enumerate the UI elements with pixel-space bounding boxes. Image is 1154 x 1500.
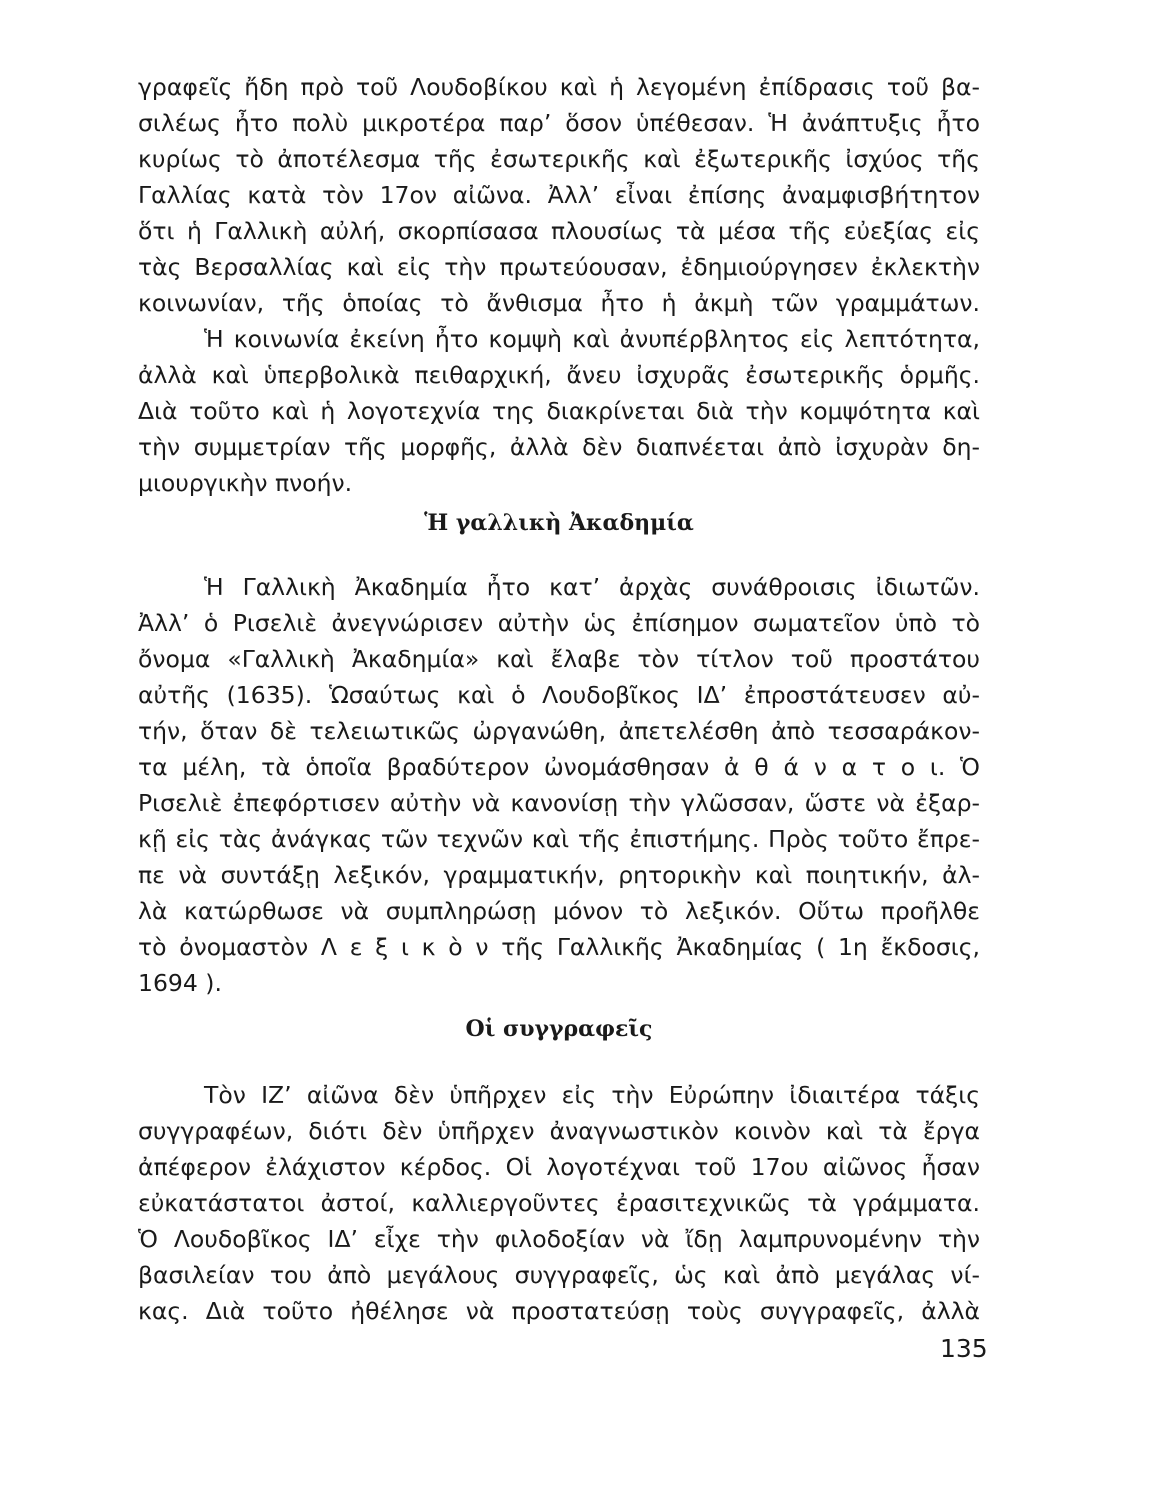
text-line: λὰ κατώρθωσε νὰ συμπληρώσῃ μόνον τὸ λεξικόν. Οὕτω προῆλθε (138, 897, 980, 925)
text-line: Ἡ Γαλλικὴ Ἀκαδημία ἦτο κατ’ ἀρχὰς συνάθροισις ἰδιωτῶν. (204, 573, 980, 601)
text-line: κῇ εἰς τὰς ἀνάγκας τῶν τεχνῶν καὶ τῆς ἐπιστήμης. Πρὸς τοῦτο ἔπρε- (138, 825, 980, 853)
text-line: 1694 ). (138, 969, 222, 997)
text-line: Ἀλλ’ ὁ Ρισελιὲ ἀνεγνώρισεν αὐτὴν ὡς ἐπίσημον σωματεῖον ὑπὸ τὸ (138, 609, 980, 637)
section-heading-academy: Ἡ γαλλικὴ Ἀκαδημία (424, 510, 694, 536)
text-line: βασιλείαν του ἀπὸ μεγάλους συγγραφεῖς, ὡς καὶ ἀπὸ μεγάλας νί- (138, 1261, 980, 1289)
text-line: ὅτι ἡ Γαλλικὴ αὐλή, σκορπίσασα πλουσίως τὰ μέσα τῆς εὐεξίας εἰς (138, 217, 980, 245)
text-line: τὸ ὀνομαστὸν Λ ε ξ ι κ ὸ ν τῆς Γαλλικῆς Ἀκαδημίας ( 1η ἔκδοσις, (138, 933, 980, 961)
text-line: πε νὰ συντάξῃ λεξικόν, γραμματικήν, ρητορικὴν καὶ ποιητικήν, ἀλ- (138, 861, 980, 889)
text-line: Γαλλίας κατὰ τὸν 17ον αἰῶνα. Ἀλλ’ εἶναι ἐπίσης ἀναμφισβήτητον (138, 181, 980, 209)
text-line: τὴν συμμετρίαν τῆς μορφῆς, ἀλλὰ δὲν διαπνέεται ἀπὸ ἰσχυρὰν δη- (138, 433, 980, 461)
text-line: Ρισελιὲ ἐπεφόρτισεν αὐτὴν νὰ κανονίσῃ τὴν γλῶσσαν, ὥστε νὰ ἐξαρ- (138, 789, 980, 817)
text-line: Διὰ τοῦτο καὶ ἡ λογοτεχνία της διακρίνεται διὰ τὴν κομψότητα καὶ (138, 397, 980, 425)
text-line: συγγραφέων, διότι δὲν ὑπῆρχεν ἀναγνωστικὸν κοινὸν καὶ τὰ ἔργα (138, 1117, 980, 1145)
text-line: τα μέλη, τὰ ὁποῖα βραδύτερον ὠνομάσθησαν ἀ θ ά ν α τ ο ι. Ὁ (138, 753, 980, 781)
text-line: ἀλλὰ καὶ ὑπερβολικὰ πειθαρχική, ἄνευ ἰσχυρᾶς ἐσωτερικῆς ὁρμῆς. (138, 361, 980, 389)
text-line: Ὁ Λουδοβῖκος ΙΔ’ εἶχε τὴν φιλοδοξίαν νὰ ἴδῃ λαμπρυνομένην τὴν (138, 1225, 980, 1253)
text-line: τήν, ὅταν δὲ τελειωτικῶς ὠργανώθη, ἀπετελέσθη ἀπὸ τεσσαράκον- (138, 717, 980, 745)
text-line: κας. Διὰ τοῦτο ἠθέλησε νὰ προστατεύσῃ τοὺς συγγραφεῖς, ἀλλὰ (138, 1297, 980, 1325)
text-line: αὐτῆς (1635). Ὡσαύτως καὶ ὁ Λουδοβῖκος ΙΔ’ ἐπροστάτευσεν αὐ- (138, 681, 980, 709)
text-line: γραφεῖς ἤδη πρὸ τοῦ Λουδοβίκου καὶ ἡ λεγομένη ἐπίδρασις τοῦ βα- (138, 73, 980, 101)
text-line: σιλέως ἦτο πολὺ μικροτέρα παρ’ ὅσον ὑπέθεσαν. Ἡ ἀνάπτυξις ἦτο (138, 109, 980, 137)
text-line: ἀπέφερον ἐλάχιστον κέρδος. Οἱ λογοτέχναι τοῦ 17ου αἰῶνος ἦσαν (138, 1153, 980, 1181)
text-line: μιουργικὴν πνοήν. (138, 469, 353, 497)
text-line: κοινωνίαν, τῆς ὁποίας τὸ ἄνθισμα ἦτο ἡ ἀκμὴ τῶν γραμμάτων. (138, 289, 980, 317)
section-heading-writers: Οἱ συγγραφεῖς (465, 1016, 653, 1042)
text-line: Ἡ κοινωνία ἐκείνη ἦτο κομψὴ καὶ ἀνυπέρβλητος εἰς λεπτότητα, (204, 325, 980, 353)
text-line: Τὸν ΙΖ’ αἰῶνα δὲν ὑπῆρχεν εἰς τὴν Εὐρώπην ἰδιαιτέρα τάξις (204, 1081, 980, 1109)
page-number: 135 (940, 1334, 988, 1363)
text-line: εὐκατάστατοι ἀστοί, καλλιεργοῦντες ἐρασιτεχνικῶς τὰ γράμματα. (138, 1189, 980, 1217)
text-line: κυρίως τὸ ἀποτέλεσμα τῆς ἐσωτερικῆς καὶ ἐξωτερικῆς ἰσχύος τῆς (138, 145, 980, 173)
text-line: ὄνομα «Γαλλικὴ Ἀκαδημία» καὶ ἔλαβε τὸν τίτλον τοῦ προστάτου (138, 645, 980, 673)
text-line: τὰς Βερσαλλίας καὶ εἰς τὴν πρωτεύουσαν, ἐδημιούργησεν ἐκλεκτὴν (138, 253, 980, 281)
